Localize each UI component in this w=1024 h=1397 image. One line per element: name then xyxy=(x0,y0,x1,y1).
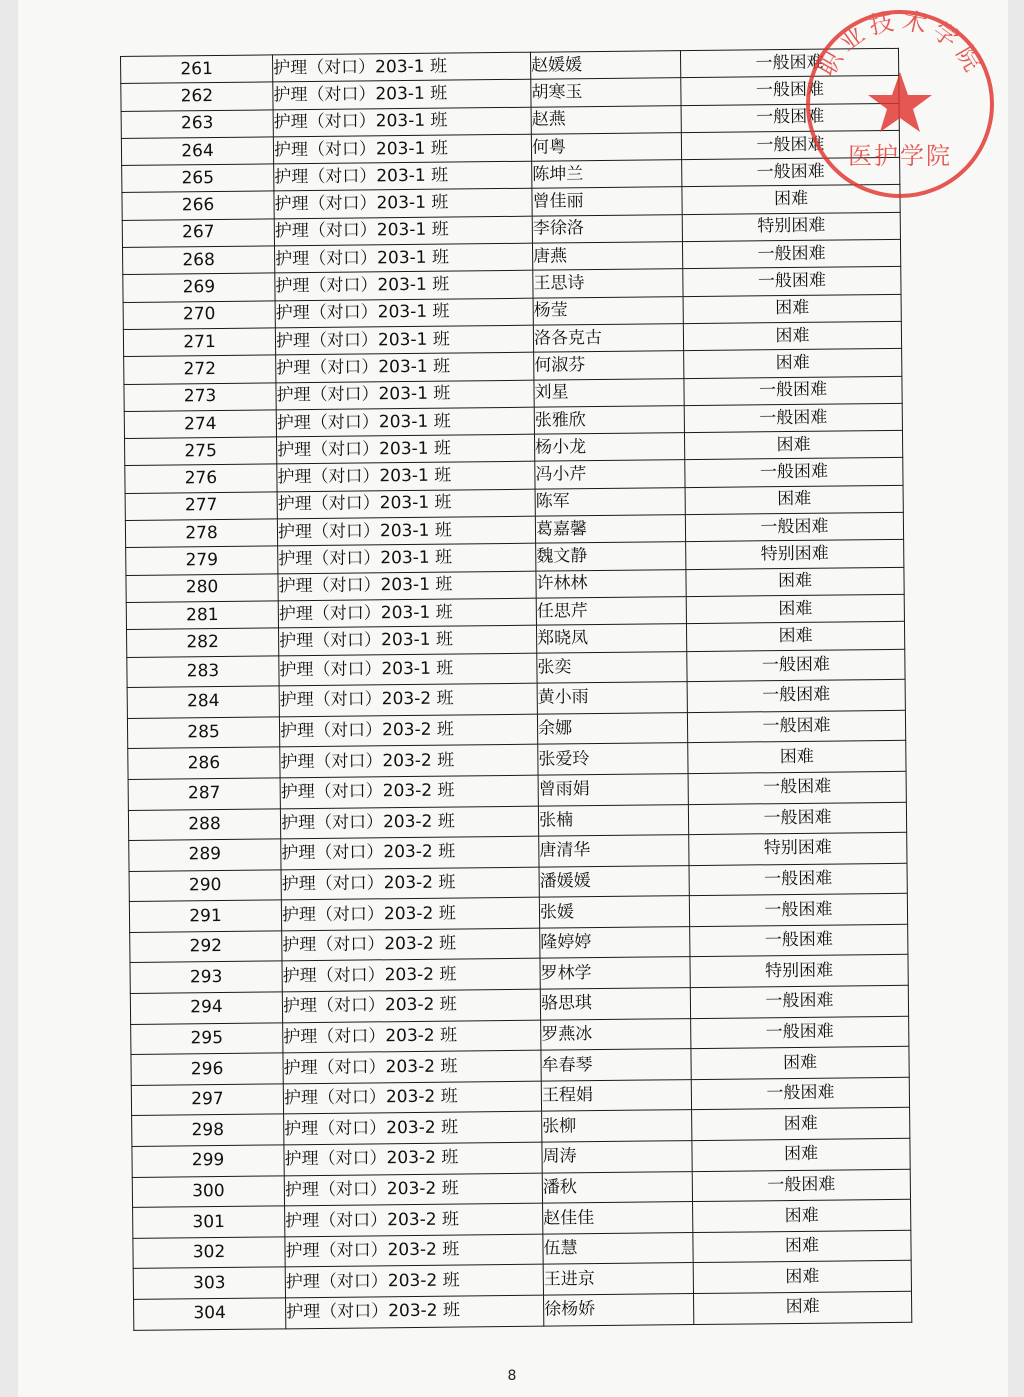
difficulty-level-cell: 一般困难 xyxy=(687,649,905,682)
difficulty-level-cell: 困难 xyxy=(686,622,904,652)
page-number: 8 xyxy=(507,1368,517,1384)
student-name-cell: 陈军 xyxy=(535,487,685,516)
student-name-cell: 潘秋 xyxy=(542,1171,692,1203)
student-name-cell: 张柳 xyxy=(542,1110,692,1142)
row-number-cell: 266 xyxy=(122,191,274,220)
class-cell: 护理（对口）203-1 班 xyxy=(278,571,536,601)
row-number-cell: 296 xyxy=(131,1053,283,1085)
difficulty-level-cell: 困难 xyxy=(693,1230,911,1263)
row-number-cell: 272 xyxy=(124,355,276,384)
student-name-cell: 唐清华 xyxy=(539,835,689,867)
class-cell: 护理（对口）203-1 班 xyxy=(276,407,534,437)
difficulty-level-cell: 一般困难 xyxy=(692,1169,910,1202)
difficulty-level-cell: 一般困难 xyxy=(687,710,905,743)
row-number-cell: 273 xyxy=(124,382,276,411)
class-cell: 护理（对口）203-2 班 xyxy=(280,775,538,808)
class-cell: 护理（对口）203-2 班 xyxy=(281,836,539,869)
row-number-cell: 286 xyxy=(128,747,280,779)
student-name-cell: 王进京 xyxy=(543,1263,693,1295)
difficulty-level-cell: 一般困难 xyxy=(689,863,907,896)
row-number-cell: 261 xyxy=(121,55,273,84)
difficulty-level-cell: 一般困难 xyxy=(681,130,899,160)
class-cell: 护理（对口）203-1 班 xyxy=(277,516,535,546)
student-name-cell: 赵媛媛 xyxy=(530,51,680,80)
difficulty-level-cell: 一般困难 xyxy=(691,1016,909,1049)
difficulty-level-cell: 困难 xyxy=(691,1047,909,1080)
difficulty-level-cell: 一般困难 xyxy=(680,48,898,78)
difficulty-level-cell: 一般困难 xyxy=(688,771,906,804)
student-name-cell: 张媛 xyxy=(539,896,689,928)
student-name-cell: 伍慧 xyxy=(543,1232,693,1264)
student-name-cell: 赵佳佳 xyxy=(543,1202,693,1234)
student-name-cell: 葛嘉馨 xyxy=(535,515,685,544)
row-number-cell: 269 xyxy=(123,273,275,302)
difficulty-level-cell: 困难 xyxy=(693,1291,911,1324)
class-cell: 护理（对口）203-2 班 xyxy=(286,1295,544,1328)
class-cell: 护理（对口）203-2 班 xyxy=(285,1203,543,1236)
student-name-cell: 余娜 xyxy=(537,712,687,744)
student-name-cell: 曾雨娟 xyxy=(538,773,688,805)
student-name-cell: 唐燕 xyxy=(532,242,682,271)
difficulty-level-cell: 特别困难 xyxy=(689,832,907,865)
class-cell: 护理（对口）203-2 班 xyxy=(281,897,539,930)
row-number-cell: 285 xyxy=(127,717,279,749)
row-number-cell: 292 xyxy=(130,931,282,963)
class-cell: 护理（对口）203-2 班 xyxy=(282,928,540,961)
class-cell: 护理（对口）203-1 班 xyxy=(275,325,533,355)
row-number-cell: 271 xyxy=(123,328,275,357)
student-name-cell: 李徐洛 xyxy=(532,214,682,243)
student-name-cell: 任思芹 xyxy=(536,597,686,626)
difficulty-level-cell: 困难 xyxy=(686,567,904,597)
row-number-cell: 293 xyxy=(130,961,282,993)
row-number-cell: 294 xyxy=(130,992,282,1024)
row-number-cell: 291 xyxy=(129,900,281,932)
difficulty-level-cell: 特别困难 xyxy=(682,212,900,242)
student-name-cell: 王程娟 xyxy=(541,1079,691,1111)
class-cell: 护理（对口）203-2 班 xyxy=(282,959,540,992)
class-cell: 护理（对口）203-2 班 xyxy=(280,806,538,839)
class-cell: 护理（对口）203-1 班 xyxy=(276,352,534,382)
class-cell: 护理（对口）203-1 班 xyxy=(275,298,533,328)
difficulty-level-cell: 一般困难 xyxy=(691,1077,909,1110)
class-cell: 护理（对口）203-2 班 xyxy=(283,1081,541,1114)
student-name-cell: 陈坤兰 xyxy=(532,160,682,189)
class-cell: 护理（对口）203-1 班 xyxy=(273,134,531,164)
row-number-cell: 281 xyxy=(126,601,278,630)
class-cell: 护理（对口）203-2 班 xyxy=(282,989,540,1022)
difficulty-level-cell: 困难 xyxy=(684,430,902,460)
student-roster-table xyxy=(120,48,912,1331)
class-cell: 护理（对口）203-2 班 xyxy=(284,1142,542,1175)
student-name-cell: 张雅欣 xyxy=(534,405,684,434)
row-number-cell: 299 xyxy=(132,1145,284,1177)
row-number-cell: 283 xyxy=(127,655,279,687)
difficulty-level-cell: 一般困难 xyxy=(690,985,908,1018)
row-number-cell: 288 xyxy=(128,808,280,840)
class-cell: 护理（对口）203-1 班 xyxy=(274,216,532,246)
class-cell: 护理（对口）203-1 班 xyxy=(276,380,534,410)
student-name-cell: 隆婷婷 xyxy=(540,926,690,958)
difficulty-level-cell: 一般困难 xyxy=(685,512,903,542)
class-cell: 护理（对口）203-1 班 xyxy=(276,434,534,464)
difficulty-level-cell: 一般困难 xyxy=(682,158,900,188)
difficulty-level-cell: 困难 xyxy=(685,485,903,515)
class-cell: 护理（对口）203-1 班 xyxy=(279,653,537,686)
difficulty-level-cell: 一般困难 xyxy=(685,458,903,488)
student-name-cell: 魏文静 xyxy=(536,542,686,571)
class-cell: 护理（对口）203-2 班 xyxy=(284,1173,542,1206)
student-name-cell: 刘星 xyxy=(534,378,684,407)
difficulty-level-cell: 特别困难 xyxy=(690,955,908,988)
difficulty-level-cell: 困难 xyxy=(683,294,901,324)
class-cell: 护理（对口）203-2 班 xyxy=(280,744,538,777)
difficulty-level-cell: 一般困难 xyxy=(681,103,899,133)
row-number-cell: 280 xyxy=(126,574,278,603)
svg-text:职业技术学院: 职业技术学院 xyxy=(812,6,990,82)
student-name-cell: 骆思琪 xyxy=(540,988,690,1020)
difficulty-level-cell: 困难 xyxy=(692,1108,910,1141)
student-name-cell: 胡寒玉 xyxy=(531,78,681,107)
class-cell: 护理（对口）203-2 班 xyxy=(279,714,537,747)
difficulty-level-cell: 困难 xyxy=(683,321,901,351)
class-cell: 护理（对口）203-1 班 xyxy=(273,79,531,109)
difficulty-level-cell: 一般困难 xyxy=(682,239,900,269)
student-name-cell: 郑晓凤 xyxy=(536,624,686,653)
difficulty-level-cell: 一般困难 xyxy=(684,376,902,406)
row-number-cell: 295 xyxy=(131,1023,283,1055)
student-name-cell: 张爱玲 xyxy=(538,743,688,775)
row-number-cell: 301 xyxy=(133,1206,285,1238)
row-number-cell: 277 xyxy=(125,492,277,521)
row-number-cell: 282 xyxy=(127,628,279,657)
row-number-cell: 267 xyxy=(122,219,274,248)
class-cell: 护理（对口）203-1 班 xyxy=(278,625,536,655)
difficulty-level-cell: 特别困难 xyxy=(686,540,904,570)
difficulty-level-cell: 困难 xyxy=(686,594,904,624)
student-name-cell: 罗燕冰 xyxy=(541,1018,691,1050)
class-cell: 护理（对口）203-2 班 xyxy=(284,1112,542,1145)
class-cell: 护理（对口）203-2 班 xyxy=(283,1050,541,1083)
class-cell: 护理（对口）203-2 班 xyxy=(285,1234,543,1267)
row-number-cell: 263 xyxy=(121,109,273,138)
row-number-cell: 264 xyxy=(121,137,273,166)
difficulty-level-cell: 一般困难 xyxy=(683,267,901,297)
class-cell: 护理（对口）203-2 班 xyxy=(283,1020,541,1053)
student-name-cell: 张楠 xyxy=(538,804,688,836)
student-name-cell: 王思诗 xyxy=(533,269,683,298)
difficulty-level-cell: 一般困难 xyxy=(688,802,906,835)
student-name-cell: 杨莹 xyxy=(533,296,683,325)
row-number-cell: 300 xyxy=(132,1175,284,1207)
student-name-cell: 周涛 xyxy=(542,1141,692,1173)
difficulty-level-cell: 困难 xyxy=(692,1138,910,1171)
class-cell: 护理（对口）203-1 班 xyxy=(274,243,532,273)
class-cell: 护理（对口）203-2 班 xyxy=(285,1265,543,1298)
difficulty-level-cell: 一般困难 xyxy=(687,679,905,712)
roster-body xyxy=(121,48,912,1330)
row-number-cell: 276 xyxy=(125,464,277,493)
class-cell: 护理（对口）203-1 班 xyxy=(274,161,532,191)
student-name-cell: 黄小雨 xyxy=(537,682,687,714)
class-cell: 护理（对口）203-1 班 xyxy=(277,462,535,492)
difficulty-level-cell: 一般困难 xyxy=(681,76,899,106)
student-name-cell: 何粤 xyxy=(531,133,681,162)
row-number-cell: 289 xyxy=(129,839,281,871)
row-number-cell: 284 xyxy=(127,686,279,718)
row-number-cell: 302 xyxy=(133,1237,285,1269)
row-number-cell: 279 xyxy=(126,546,278,575)
student-name-cell: 罗林学 xyxy=(540,957,690,989)
difficulty-level-cell: 困难 xyxy=(688,741,906,774)
row-number-cell: 268 xyxy=(123,246,275,275)
row-number-cell: 270 xyxy=(123,301,275,330)
difficulty-level-cell: 一般困难 xyxy=(689,894,907,927)
row-number-cell: 290 xyxy=(129,870,281,902)
class-cell: 护理（对口）203-1 班 xyxy=(274,189,532,219)
row-number-cell: 265 xyxy=(122,164,274,193)
class-cell: 护理（对口）203-1 班 xyxy=(278,544,536,574)
student-name-cell: 潘媛媛 xyxy=(539,865,689,897)
student-name-cell: 何淑芬 xyxy=(534,351,684,380)
class-cell: 护理（对口）203-1 班 xyxy=(275,271,533,301)
student-name-cell: 张奕 xyxy=(537,651,687,683)
student-name-cell: 洛各克古 xyxy=(533,324,683,353)
difficulty-level-cell: 一般困难 xyxy=(690,924,908,957)
svg-text:医护学院: 医护学院 xyxy=(848,142,952,170)
student-name-cell: 牟春琴 xyxy=(541,1049,691,1081)
class-cell: 护理（对口）203-1 班 xyxy=(273,107,531,137)
student-name-cell: 赵燕 xyxy=(531,105,681,134)
student-name-cell: 杨小龙 xyxy=(534,433,684,462)
row-number-cell: 274 xyxy=(124,410,276,439)
row-number-cell: 262 xyxy=(121,82,273,111)
difficulty-level-cell: 困难 xyxy=(682,185,900,215)
row-number-cell: 303 xyxy=(133,1267,285,1299)
difficulty-level-cell: 困难 xyxy=(693,1261,911,1294)
difficulty-level-cell: 困难 xyxy=(684,349,902,379)
row-number-cell: 278 xyxy=(125,519,277,548)
class-cell: 护理（对口）203-2 班 xyxy=(281,867,539,900)
row-number-cell: 304 xyxy=(134,1298,286,1330)
student-name-cell: 许林林 xyxy=(536,569,686,598)
row-number-cell: 297 xyxy=(131,1084,283,1116)
class-cell: 护理（对口）203-1 班 xyxy=(272,52,530,82)
class-cell: 护理（对口）203-2 班 xyxy=(279,683,537,716)
row-number-cell: 287 xyxy=(128,778,280,810)
row-number-cell: 275 xyxy=(125,437,277,466)
college-seal xyxy=(800,4,1000,204)
difficulty-level-cell: 一般困难 xyxy=(684,403,902,433)
student-name-cell: 徐杨娇 xyxy=(543,1294,693,1326)
class-cell: 护理（对口）203-1 班 xyxy=(278,598,536,628)
student-name-cell: 冯小芹 xyxy=(535,460,685,489)
class-cell: 护理（对口）203-1 班 xyxy=(277,489,535,519)
difficulty-level-cell: 困难 xyxy=(693,1200,911,1233)
row-number-cell: 298 xyxy=(132,1114,284,1146)
seal-star-icon xyxy=(868,72,932,132)
student-name-cell: 曾佳丽 xyxy=(532,187,682,216)
